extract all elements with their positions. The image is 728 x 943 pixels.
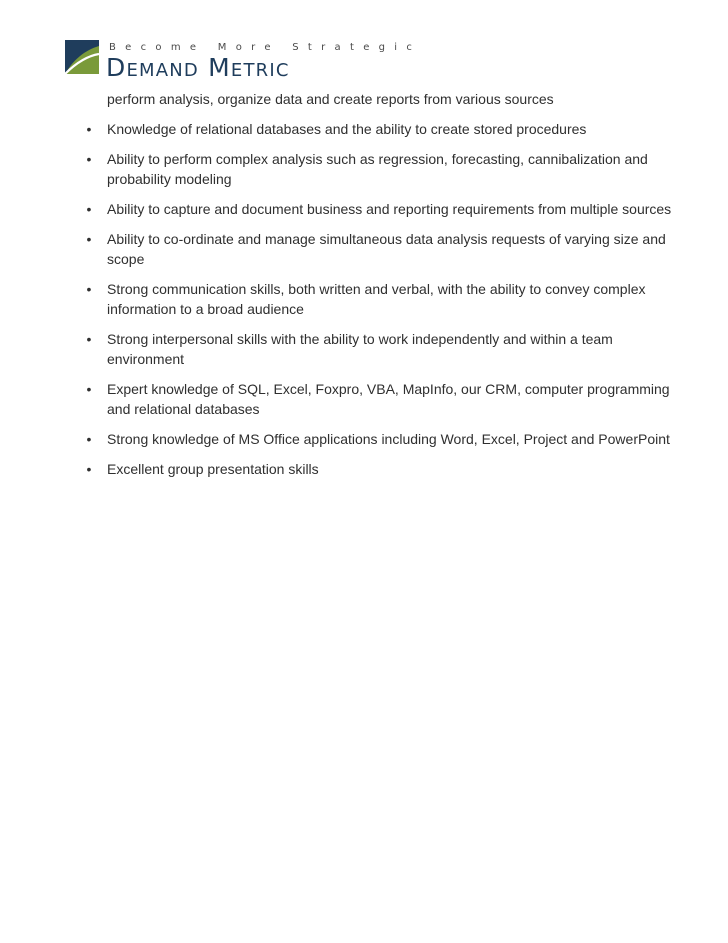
logo-tagline: Become More Strategic <box>109 42 422 53</box>
bullet-list <box>84 119 684 479</box>
list-item-text: Ability to capture and document business and reporting requirements from multiple sources <box>107 201 672 217</box>
list-item-text: Strong interpersonal skills with the ability to work independently and within a team environment <box>107 331 613 367</box>
list-item <box>84 459 684 479</box>
list-item-text: Strong knowledge of MS Office applications including Word, Excel, Project and PowerPoint <box>107 431 670 447</box>
logo-brand-name: Demand Metric <box>106 53 290 82</box>
bullet-icon: • <box>86 151 92 167</box>
document-body <box>84 89 684 489</box>
list-item-text: Ability to perform complex analysis such as regression, forecasting, cannibalization and probability modeling <box>107 151 648 187</box>
bullet-icon: • <box>86 281 92 297</box>
list-item-text: Expert knowledge of SQL, Excel, Foxpro, VBA, MapInfo, our CRM, computer programming and relational databases <box>107 381 670 417</box>
bullet-icon: • <box>86 431 92 447</box>
list-item <box>84 329 684 369</box>
demand-metric-logo <box>65 38 422 82</box>
list-item <box>84 229 684 269</box>
bullet-icon: • <box>86 381 92 397</box>
intro-line: perform analysis, organize data and create reports from various sources <box>107 91 554 107</box>
list-item-text: Ability to co-ordinate and manage simultaneous data analysis requests of varying size and scope <box>107 231 666 267</box>
logo-mark-icon <box>65 40 99 74</box>
bullet-icon: • <box>86 201 92 217</box>
list-item <box>84 429 684 449</box>
bullet-icon: • <box>86 331 92 347</box>
bullet-icon: • <box>86 231 92 247</box>
list-item <box>84 119 684 139</box>
list-item <box>84 379 684 419</box>
list-item <box>84 199 684 219</box>
list-item <box>84 149 684 189</box>
list-item-text: Excellent group presentation skills <box>107 461 319 477</box>
list-item <box>84 279 684 319</box>
bullet-icon: • <box>86 121 92 137</box>
list-item-text: Knowledge of relational databases and the ability to create stored procedures <box>107 121 587 137</box>
list-item-text: Strong communication skills, both written and verbal, with the ability to convey complex information to a broad audience <box>107 281 646 317</box>
bullet-icon: • <box>86 461 92 477</box>
